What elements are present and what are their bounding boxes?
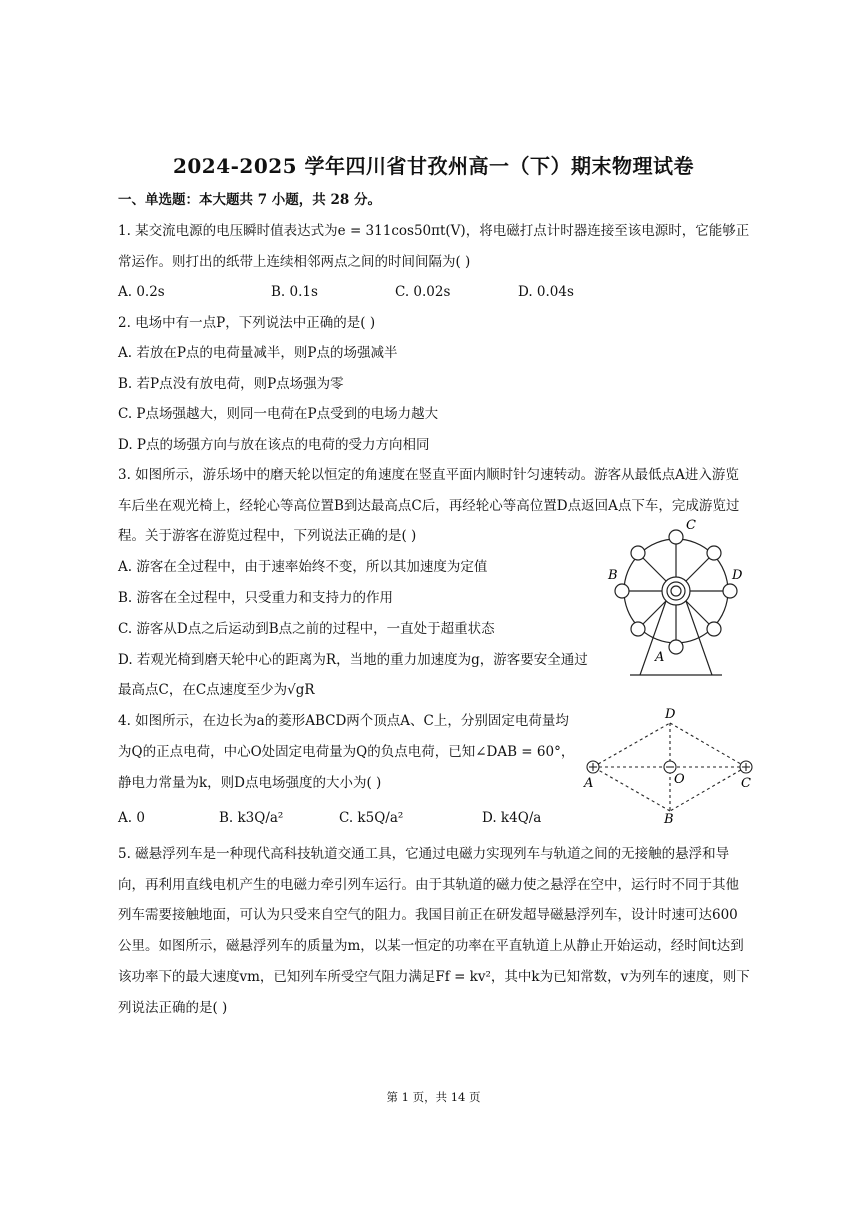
- q3-option-d-line2: 最高点C，在C点速度至少为√gR: [118, 682, 315, 698]
- q2-option-d: D. P点的场强方向与放在该点的电荷的受力方向相同: [118, 437, 430, 453]
- q4-line2: 为Q的正点电荷，中心O处固定电荷量为Q的负点电荷，已知∠DAB = 60°，: [118, 744, 575, 760]
- q1-option-b: B. 0.1s: [271, 284, 318, 300]
- q2-option-b: B. 若P点没有放电荷，则P点场强为零: [118, 376, 344, 392]
- q4-option-d: D. k4Q/a: [482, 810, 542, 826]
- q3-option-b: B. 游客在全过程中，只受重力和支持力的作用: [118, 590, 394, 606]
- q3-line2: 车后坐在观光椅上，经轮心等高位置B到达最高点C后，再经轮心等高位置D点返回A点下车，完成游览过: [118, 498, 740, 514]
- q1-option-a: A. 0.2s: [118, 284, 165, 300]
- q5-line4: 公里。如图所示，磁悬浮列车的质量为m，以某一恒定的功率在平直轨道上从静止开始运动，经时间t达到: [118, 938, 744, 954]
- wheel-label-b: B: [608, 568, 618, 583]
- q2-option-a: A. 若放在P点的电荷量减半，则P点的场强减半: [118, 345, 398, 361]
- q5-line5: 该功率下的最大速度vm，已知列车所受空气阻力满足Ff = kv²，其中k为已知常数，v为列车的速度，则下: [118, 969, 750, 985]
- wheel-label-d: D: [732, 568, 743, 583]
- rhombus-label-a: A: [584, 776, 594, 791]
- rhombus-label-d: D: [665, 707, 676, 722]
- q3-option-a: A. 游客在全过程中，由于速率始终不变，所以其加速度为定值: [118, 559, 488, 575]
- q4-line1: 4. 如图所示，在边长为a的菱形ABCD两个顶点A、C上，分别固定电荷量均: [118, 713, 569, 729]
- page-footer: 第 1 页，共 14 页: [386, 1090, 481, 1104]
- q3-option-d: D. 若观光椅到磨天轮中心的距离为R，当地的重力加速度为g，游客要安全通过: [118, 652, 588, 668]
- q5-line6: 列说法正确的是( ): [118, 1000, 228, 1016]
- q4-option-c: C. k5Q/a²: [339, 810, 404, 826]
- q2-option-c: C. P点场强越大，则同一电荷在P点受到的电场力越大: [118, 406, 439, 422]
- q1-line2: 常运作。则打出的纸带上连续相邻两点之间的时间间隔为( ): [118, 254, 471, 270]
- section-heading: 一、单选题：本大题共 7 小题，共 28 分。: [118, 192, 381, 208]
- wheel-label-c: C: [686, 518, 696, 533]
- q2-stem: 2. 电场中有一点P，下列说法中正确的是( ): [118, 315, 376, 331]
- q1-option-d: D. 0.04s: [518, 284, 574, 300]
- q3-line1: 3. 如图所示，游乐场中的磨天轮以恒定的角速度在竖直平面内顺时针匀速转动。游客从最低点A进入游览: [118, 467, 739, 483]
- q5-line3: 列车需要接触地面，可认为只受来自空气的阻力。我国目前正在研发超导磁悬浮列车，设计时速可达600: [118, 907, 738, 923]
- exam-title: 2024-2025 学年四川省甘孜州高一（下）期末物理试卷: [172, 154, 695, 178]
- q3-option-c: C. 游客从D点之后运动到B点之前的过程中，一直处于超重状态: [118, 621, 495, 637]
- q3-line3: 程。关于游客在游览过程中，下列说法正确的是( ): [118, 528, 417, 544]
- rhombus-figure: [578, 705, 758, 825]
- q4-option-a: A. 0: [118, 810, 145, 826]
- rhombus-label-b: B: [664, 812, 674, 825]
- rhombus-label-o: O: [674, 772, 685, 787]
- ferris-wheel-figure: [600, 515, 760, 690]
- q5-line1: 5. 磁悬浮列车是一种现代高科技轨道交通工具，它通过电磁力实现列车与轨道之间的无接触的悬浮和导: [118, 846, 730, 862]
- q1-line1: 1. 某交流电源的电压瞬时值表达式为e = 311cos50πt(V)，将电磁打点计时器连接至该电源时，它能够正: [118, 223, 750, 239]
- q4-line3: 静电力常量为k，则D点电场强度的大小为( ): [118, 775, 382, 791]
- wheel-label-a: A: [655, 650, 665, 665]
- q1-option-c: C. 0.02s: [395, 284, 451, 300]
- q4-option-b: B. k3Q/a²: [219, 810, 284, 826]
- q5-line2: 向，再利用直线电机产生的电磁力牵引列车运行。由于其轨道的磁力使之悬浮在空中，运行时不同于其他: [118, 877, 739, 893]
- rhombus-label-c: C: [741, 776, 751, 791]
